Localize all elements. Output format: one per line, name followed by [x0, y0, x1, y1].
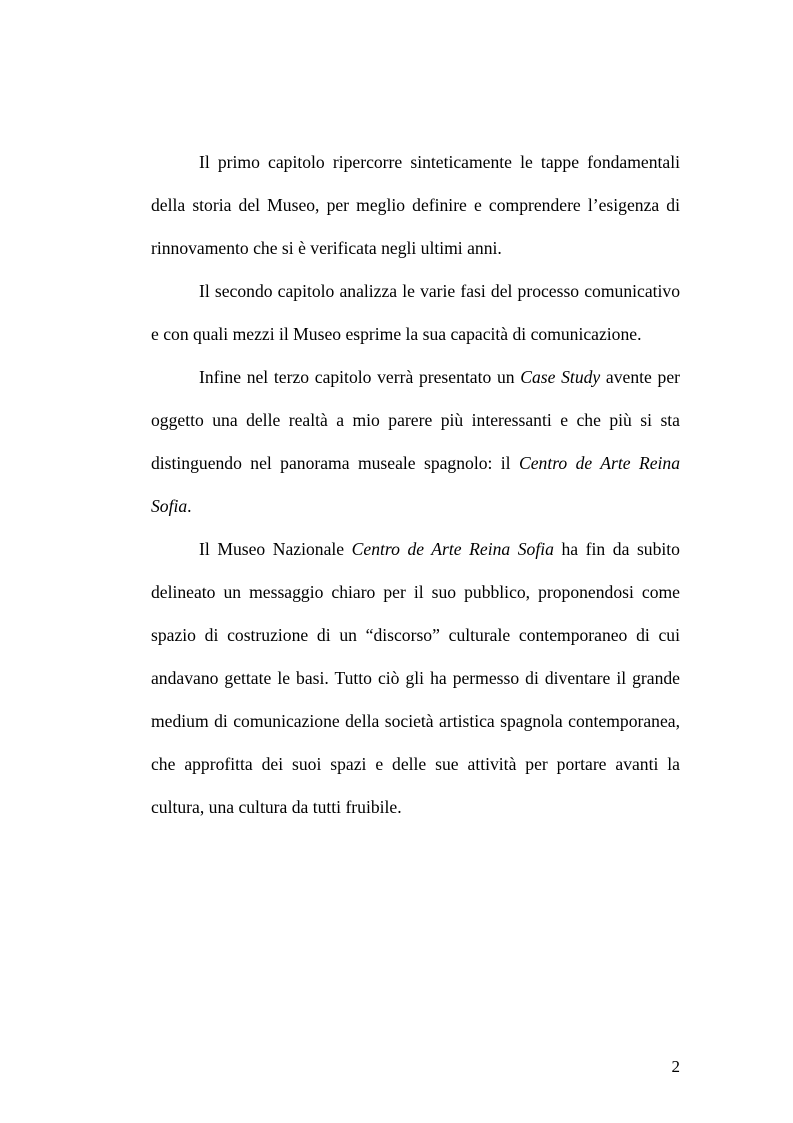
- paragraph-3-text-a: Infine nel terzo capitolo verrà presentato un: [199, 367, 521, 387]
- body-text: [151, 141, 680, 829]
- page-number: 2: [671, 1057, 680, 1076]
- paragraph-3-text-c: .: [187, 496, 192, 516]
- paragraph-1: [151, 141, 680, 270]
- museum-name-italic: Centro de Arte Reina Sofia: [351, 539, 554, 559]
- paragraph-3-text-b: avente per oggetto una delle realtà a mio parere più interessanti e che più si sta distinguendo nel panorama museale spagnolo: il: [151, 367, 681, 473]
- paragraph-4-text-b: ha fin da subito delineato un messaggio chiaro per il suo pubblico, proponendosi come spazio di costruzione di un “discorso” culturale contemporaneo di cui andavano gettate le basi. Tutto ciò gli ha permesso di diventare il grande medium di comunicazione della società artistica spagnola contemporanea, che approfitta dei suoi spazi e delle sue attività per portare avanti la cultura, una cultura da tutti fruibile.: [151, 539, 680, 817]
- paragraph-4: [151, 528, 680, 829]
- paragraph-4-text-a: Il Museo Nazionale: [199, 539, 352, 559]
- paragraph-3: [151, 356, 680, 528]
- museum-name-italic: Centro de Arte Reina Sofia: [151, 453, 681, 516]
- paragraph-2-text: Il secondo capitolo analizza le varie fasi del processo comunicativo e con quali mezzi il Museo esprime la sua capacità di comunicazione.: [151, 281, 680, 344]
- case-study-term: Case Study: [520, 367, 601, 387]
- paragraph-1-text: Il primo capitolo ripercorre sinteticamente le tappe fondamentali della storia del Museo, per meglio definire e comprendere l’esigenza di rinnovamento che si è verificata negli ultimi anni.: [151, 152, 680, 258]
- paragraph-2: [151, 270, 680, 356]
